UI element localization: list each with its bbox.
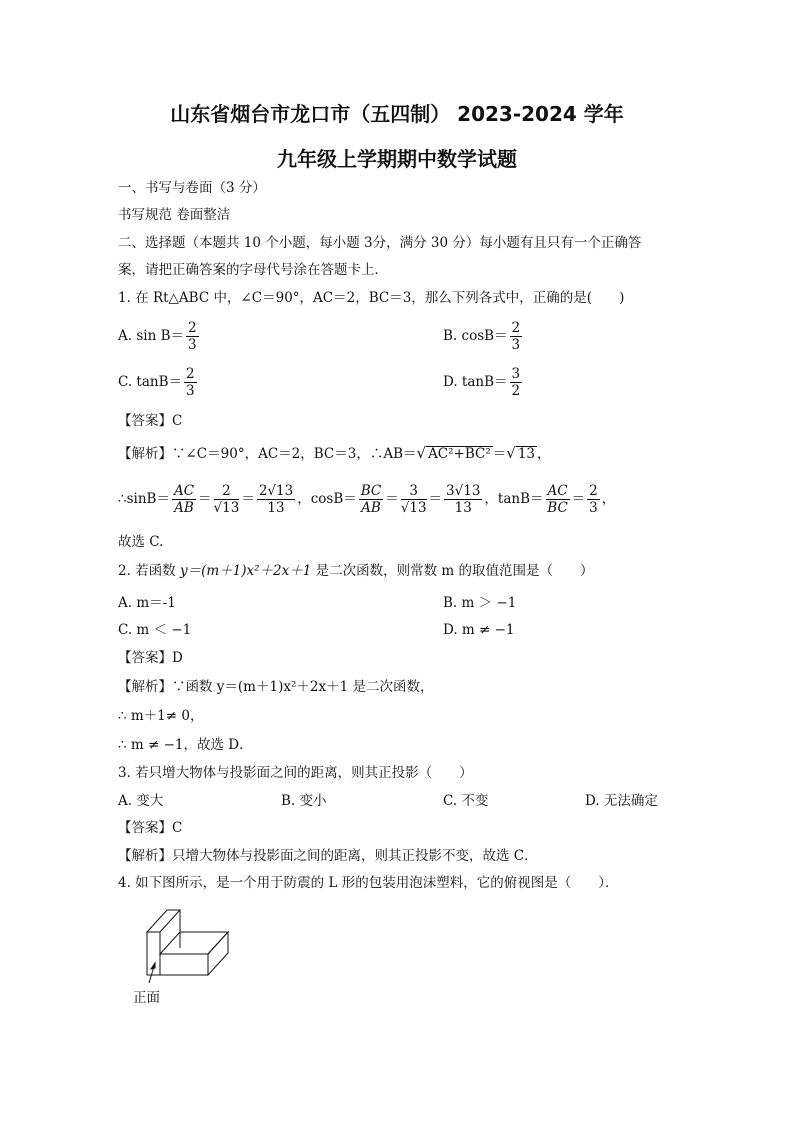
q2-explanation-line3: ∴ m ≠ −1，故选 D．: [118, 737, 253, 753]
figure-pointer-arrow: [151, 963, 155, 969]
q3-option-c: C. 不变: [443, 793, 489, 809]
section2-heading-line1: 二、选择题（本题共 10 个小题，每小题 3分，满分 30 分）每小题有且只有一个正确答: [118, 235, 642, 251]
q4-stem: 4. 如下图所示，是一个用于防震的 L 形的包装用泡沫塑料，它的俯视图是（ ）．: [118, 875, 619, 891]
q1-answer: 【答案】C: [118, 413, 183, 429]
section1-content: 书写规范 卷面整洁: [118, 207, 231, 223]
q4-l-shape-figure: [125, 905, 265, 1010]
doc-title-line1: 山东省烟台市龙口市（五四制） 2023-2024 学年: [170, 102, 624, 126]
figure-upright-top: [147, 910, 180, 932]
q2-option-b: B. m ＞ −1: [443, 595, 517, 611]
q1-stem: 1. 在 Rt△ABC 中，∠C＝90°，AC＝2，BC＝3，那么下列各式中，正确的是( ): [118, 290, 625, 306]
q2-option-d: D. m ≠ −1: [443, 622, 515, 638]
q1-option-d: D. tanB＝ $\frac{3}{2}$: [443, 366, 521, 399]
q3-explanation: 【解析】只增大物体与投影面之间的距离，则其正投影不变，故选 C．: [118, 848, 538, 864]
q1-explanation-line2: ∴sinB＝ $\frac{AC}{AB}$ ＝ $\frac{2}{√13}$ ＝ $\frac{2√13}{13}$ ，cosB＝ $\frac{BC}{AB}$ ＝ $\frac{3}{√13}$ ＝ $\frac{3√13}{13}$ ，tanB＝ $\frac{AC}{BC}$ ＝ $\frac{2}{3}$ ，: [118, 483, 616, 516]
section2-heading-line2: 案，请把正确答案的字母代号涂在答题卡上．: [118, 262, 388, 278]
figure-label-front: 正面: [133, 990, 160, 1006]
q3-option-b: B. 变小: [281, 793, 327, 809]
q3-stem: 3. 若只增大物体与投影面之间的距离，则其正投影（ ）: [118, 765, 473, 781]
q2-explanation-line1: 【解析】∵函数 y＝(m＋1)x²＋2x＋1 是二次函数，: [118, 679, 434, 695]
figure-base-front: [160, 954, 208, 975]
q3-answer: 【答案】C: [118, 820, 183, 836]
q1-choose: 故选 C.: [118, 534, 164, 550]
q1-option-a: A. sin B＝ $\frac{2}{3}$: [118, 320, 197, 353]
figure-base-side: [208, 932, 228, 975]
q2-option-c: C. m ＜ −1: [118, 622, 192, 638]
q2-option-a: A. m＝-1: [118, 595, 176, 611]
q3-option-d: D. 无法确定: [585, 793, 658, 809]
q2-answer: 【答案】D: [118, 650, 183, 666]
section1-heading: 一、书写与卷面（3 分）: [118, 180, 266, 196]
q1-option-b: B. cosB＝ $\frac{2}{3}$: [443, 320, 521, 353]
q2-explanation-line2: ∴ m＋1≠ 0，: [118, 708, 204, 724]
q3-option-a: A. 变大: [118, 793, 164, 809]
q2-stem: 2. 若函数 y＝(m＋1)x²＋2x＋1 是二次函数，则常数 m 的取值范围是（ ）: [118, 563, 594, 579]
q1-option-c: C. tanB＝ $\frac{2}{3}$: [118, 366, 195, 399]
doc-title-line2: 九年级上学期期中数学试题: [277, 147, 517, 171]
q1-explanation-line1: 【解析】∵∠C＝90°，AC＝2，BC＝3，∴AB＝√ AC²+BC² ＝√ 13 ，: [118, 444, 551, 462]
